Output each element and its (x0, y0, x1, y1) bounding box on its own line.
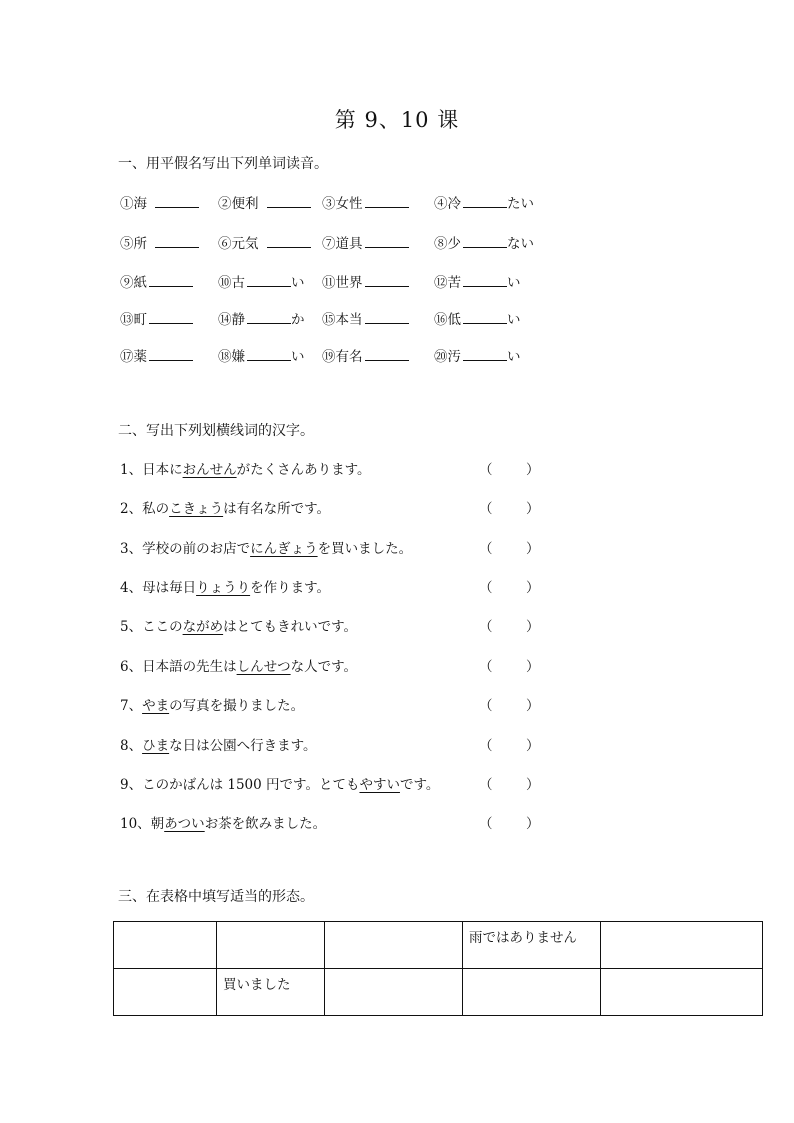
vocab-label: ⑧少 (434, 236, 461, 252)
answer-blank[interactable] (149, 310, 193, 324)
answer-blank[interactable] (155, 234, 199, 248)
answer-paren-open[interactable]: （ (479, 738, 493, 754)
question-text-pre: 8、 (120, 738, 143, 754)
vocab-item (322, 271, 409, 291)
vocab-item (434, 271, 521, 291)
vocab-label: ⑭静 (218, 312, 245, 328)
question-underlined-word: あつい (164, 816, 205, 832)
vocab-suffix: い (291, 275, 305, 291)
answer-paren-open[interactable]: （ (479, 619, 493, 635)
question-item (120, 537, 540, 557)
vocab-label: ⑬町 (120, 312, 147, 328)
vocab-label: ⑰薬 (120, 349, 147, 365)
vocab-label: ③女性 (322, 196, 363, 212)
answer-blank[interactable] (463, 234, 507, 248)
vocab-item (120, 345, 193, 365)
question-text-post: な人です。 (290, 659, 358, 675)
question-text-pre: 2、私の (120, 501, 170, 517)
answer-paren-close: ） (526, 462, 540, 478)
vocab-label: ⑪世界 (322, 275, 363, 291)
question-underlined-word: りょうり (196, 580, 251, 596)
answer-blank[interactable] (267, 234, 311, 248)
table-row (114, 922, 763, 969)
answer-blank[interactable] (365, 273, 409, 287)
answer-blank[interactable] (247, 310, 291, 324)
question-item (120, 576, 540, 596)
table-cell[interactable] (114, 969, 217, 1016)
answer-blank[interactable] (267, 194, 311, 208)
answer-paren-close: ） (526, 698, 540, 714)
answer-paren-open[interactable]: （ (479, 777, 493, 793)
vocab-label: ②便利 (218, 196, 259, 212)
question-text-pre: 6、日本語の先生は (120, 659, 237, 675)
answer-paren-open[interactable]: （ (479, 462, 493, 478)
question-item (120, 773, 540, 793)
question-item (120, 497, 540, 517)
answer-paren-close: ） (526, 738, 540, 754)
vocab-label: ⑫苦 (434, 275, 461, 291)
answer-blank[interactable] (365, 194, 409, 208)
answer-blank[interactable] (463, 310, 507, 324)
question-underlined-word: にんぎょう (250, 541, 318, 557)
vocab-label: ⑯低 (434, 312, 461, 328)
vocab-label: ⑳汚 (434, 349, 461, 365)
vocab-item (434, 232, 534, 252)
vocab-item (434, 308, 521, 328)
vocab-suffix: い (507, 312, 521, 328)
vocab-item (434, 192, 534, 212)
question-underlined-word: ながめ (182, 619, 224, 635)
question-text-post: な日は公園へ行きます。 (169, 738, 317, 754)
table-cell[interactable] (114, 922, 217, 969)
answer-blank[interactable] (247, 347, 291, 361)
vocab-item (434, 345, 521, 365)
answer-paren-close: ） (526, 816, 540, 832)
question-text-post: です。 (399, 777, 440, 793)
question-item (120, 655, 540, 675)
answer-paren-open[interactable]: （ (479, 541, 493, 557)
vocab-item (120, 192, 199, 212)
question-underlined-word: やすい (359, 777, 400, 793)
answer-paren-open[interactable]: （ (479, 580, 493, 596)
section2-heading: 二、写出下列划横线词的汉字。 (118, 423, 314, 439)
answer-blank[interactable] (463, 194, 507, 208)
question-text-pre: 5、ここの (120, 619, 183, 635)
answer-blank[interactable] (463, 273, 507, 287)
answer-paren-close: ） (526, 777, 540, 793)
answer-paren-close: ） (526, 659, 540, 675)
question-text-pre: 3、学校の前のお店で (120, 541, 251, 557)
answer-blank[interactable] (365, 347, 409, 361)
question-item (120, 615, 540, 635)
question-text-post: を買いました。 (317, 541, 413, 557)
section1-heading: 一、用平假名写出下列单词读音。 (118, 156, 328, 172)
answer-paren-open[interactable]: （ (479, 659, 493, 675)
vocab-suffix: い (291, 349, 305, 365)
vocab-label: ⑥元気 (218, 236, 259, 252)
vocab-label: ⑲有名 (322, 349, 363, 365)
vocab-suffix: か (291, 312, 305, 328)
answer-paren-close: ） (526, 619, 540, 635)
vocab-item (322, 192, 409, 212)
vocab-label: ⑱嫌 (218, 349, 245, 365)
vocab-item (322, 232, 409, 252)
question-underlined-word: ひま (142, 738, 170, 754)
question-text-pre: 9、このかばんは 1500 円です。とても (120, 777, 360, 793)
vocab-item (218, 308, 305, 328)
question-item (120, 458, 540, 478)
vocab-label: ①海 (120, 196, 147, 212)
vocab-suffix: い (507, 349, 521, 365)
vocab-item (218, 232, 311, 252)
answer-blank[interactable] (149, 273, 193, 287)
answer-blank[interactable] (365, 234, 409, 248)
page-title: 第 9、10 课 (334, 108, 460, 132)
vocab-item (120, 232, 199, 252)
question-text-pre: 7、 (120, 698, 143, 714)
vocab-item (218, 345, 305, 365)
vocab-suffix: い (507, 275, 521, 291)
table-cell[interactable]: 買いました (217, 969, 325, 1016)
question-item (120, 734, 540, 754)
table-row (114, 969, 763, 1016)
question-text-pre: 4、母は毎日 (120, 580, 197, 596)
answer-paren-close: ） (526, 580, 540, 596)
question-text-post: お茶を飲みました。 (204, 816, 327, 832)
answer-paren-open[interactable]: （ (479, 816, 493, 832)
answer-blank[interactable] (247, 273, 291, 287)
vocab-label: ④冷 (434, 196, 461, 212)
vocab-label: ⑤所 (120, 236, 147, 252)
table-cell[interactable] (325, 969, 463, 1016)
answer-blank[interactable] (155, 194, 199, 208)
answer-paren-open[interactable]: （ (479, 698, 493, 714)
vocab-item (120, 271, 193, 291)
question-text-pre: 1、日本に (120, 462, 183, 478)
question-text-post: の写真を撮りました。 (169, 698, 305, 714)
table-cell[interactable] (325, 922, 463, 969)
vocab-item (218, 192, 311, 212)
table-cell[interactable] (463, 969, 601, 1016)
vocab-label: ⑦道具 (322, 236, 363, 252)
forms-table (113, 921, 763, 1016)
answer-blank[interactable] (365, 310, 409, 324)
vocab-item (120, 308, 193, 328)
table-cell[interactable] (217, 922, 325, 969)
table-cell[interactable] (601, 969, 763, 1016)
question-text-pre: 10、朝 (120, 816, 165, 832)
question-text-post: は有名な所です。 (223, 501, 331, 517)
question-text-post: を作ります。 (250, 580, 331, 596)
answer-paren-close: ） (526, 501, 540, 517)
answer-paren-close: ） (526, 541, 540, 557)
table-cell[interactable] (601, 922, 763, 969)
section3-heading: 三、在表格中填写适当的形态。 (118, 889, 314, 905)
question-text-post: がたくさんあります。 (236, 462, 371, 478)
vocab-label: ⑮本当 (322, 312, 363, 328)
answer-paren-open[interactable]: （ (479, 501, 493, 517)
vocab-suffix: ない (507, 236, 534, 252)
question-item (120, 812, 540, 832)
answer-blank[interactable] (149, 347, 193, 361)
vocab-item (322, 308, 409, 328)
question-underlined-word: やま (142, 698, 170, 714)
vocab-item (322, 345, 409, 365)
question-text-post: はとてもきれいです。 (223, 619, 358, 635)
question-underlined-word: しんせつ (236, 659, 291, 675)
answer-blank[interactable] (463, 347, 507, 361)
question-item (120, 694, 540, 714)
question-underlined-word: こきょう (169, 501, 224, 517)
question-underlined-word: おんせん (182, 462, 237, 478)
vocab-suffix: たい (507, 196, 534, 212)
vocab-item (218, 271, 305, 291)
vocab-label: ⑨紙 (120, 275, 147, 291)
vocab-label: ⑩古 (218, 275, 245, 291)
table-cell[interactable]: 雨ではありません (463, 922, 601, 969)
